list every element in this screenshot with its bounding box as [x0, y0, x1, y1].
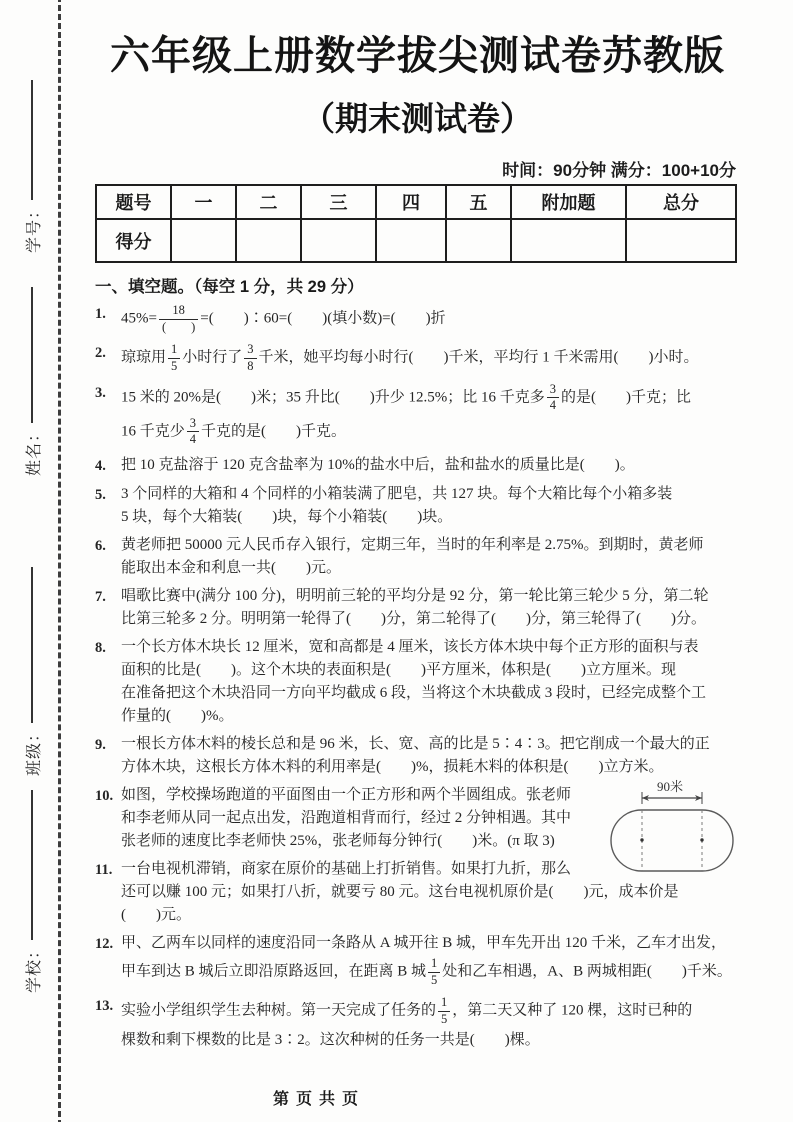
question-line: 甲、乙两车以同样的速度沿同一条路从 A 城开往 B 城，甲车先开出 120 千米，乙车才出发， [121, 935, 727, 951]
fraction: $\frac{3}{4}$ [547, 382, 559, 414]
score-cell [446, 219, 511, 262]
question-line: 45%= $\frac{18}{( )}$ =( )∶60=( )(填小数)=( )折 [121, 303, 446, 334]
question-number: 13. [95, 998, 114, 1015]
question-line: 比第三轮多 2 分。明明第一轮得了( )分，第二轮得了( )分，第三轮得了( )分。 [121, 611, 706, 627]
question-item-1 [95, 302, 740, 336]
question-line: 作量的( )%。 [121, 708, 234, 724]
question-text [121, 932, 740, 989]
class-blank-line [31, 567, 33, 723]
question-number: 2. [95, 345, 106, 362]
question-item-6 [95, 534, 740, 580]
question-line: 张老师的速度比李老师快 25%，张老师每分钟行( )米。(π 取 3) [121, 833, 555, 849]
score-table-score-row [96, 219, 736, 262]
question-text [121, 341, 740, 375]
sidebar-field-student-number [21, 77, 43, 253]
question-line: 16 千克少 $\frac{3}{4}$ 千克的是( )千克。 [121, 415, 347, 447]
question-line: 和李老师从同一起点出发，沿跑道相背而行，经过 2 分钟相遇。其中 [121, 810, 572, 826]
question-text [121, 302, 740, 336]
question-line: 黄老师把 50000 元人民币存入银行，定期三年，当时的年利率是 2.75%。到期时，黄老师 [121, 537, 704, 553]
question-line: 如图，学校操场跑道的平面图由一个正方形和两个半圆组成。张老师 [121, 787, 572, 803]
score-table-header-cell: 四 [376, 185, 446, 219]
question-line: 一个长方体木块长 12 厘米，宽和高都是 4 厘米，该长方体木块中每个正方形的面积与表 [121, 639, 699, 655]
fraction: $\frac{3}{8}$ [244, 342, 256, 374]
score-cell [301, 219, 376, 262]
page-footer: 第页共页 [272, 1091, 365, 1108]
question-line: 甲车到达 B 城后立即沿原路返回，在距离 B 城 $\frac{1}{5}$ 处和乙车相遇，A、B 两城相距( )千米。 [121, 956, 732, 987]
question-line: 还可以赚 100 元；如果打八折，就要亏 80 元。这台电视机原价是( )元，成本价是 [121, 884, 679, 900]
question-text [121, 733, 740, 779]
fraction: $\frac{3}{4}$ [187, 416, 199, 448]
question-number: 7. [95, 589, 106, 605]
score-table [95, 184, 737, 263]
score-table-header-cell: 二 [236, 185, 301, 219]
question-number: 5. [95, 487, 106, 503]
score-table-header-cell: 一 [171, 185, 236, 219]
question-number: 10. [95, 788, 114, 804]
time-score-info: 时间：90分钟 满分：100+10分 [502, 161, 736, 180]
question-line: 3 个同样的大箱和 4 个同样的小箱装满了肥皂，共 127 块。每个大箱比每个小箱多装 [121, 486, 673, 502]
question-line: 5 块，每个大箱装( )块，每个小箱装( )块。 [121, 509, 453, 525]
question-text [121, 994, 740, 1051]
fraction: $\frac{1}{5}$ [438, 995, 450, 1027]
question-line: 15 米的 20%是( )米；35 升比( )升少 12.5%；比 16 千克多 $\frac{3}{4}$ 的是( )千克；比 [121, 381, 691, 413]
question-number: 8. [95, 640, 106, 656]
question-line: 实验小学组织学生去种树。第一天完成了任务的 $\frac{1}{5}$ ，第二天又种了 120 棵，这时已种的 [121, 995, 693, 1026]
question-line: 一台电视机滞销，商家在原价的基础上打折销售。如果打九折，那么 [121, 861, 572, 877]
score-cell [511, 219, 626, 262]
question-text [121, 636, 740, 728]
question-line: 唱歌比赛中(满分 100 分)，明明前三轮的平均分是 92 分，第一轮比第三轮少 5 分，第二轮 [121, 588, 709, 604]
score-table-header-cell: 三 [301, 185, 376, 219]
question-text [121, 454, 740, 478]
questions [95, 302, 740, 1052]
question-number: 9. [95, 737, 106, 753]
name-label: 姓名： [25, 424, 43, 476]
fold-dashed-line [58, 0, 61, 1122]
track-outline [611, 810, 733, 871]
score-table-header-cell: 总分 [626, 185, 736, 219]
question-line: 棵数和剩下棵数的比是 3∶2。这次种树的任务一共是( )棵。 [121, 1031, 540, 1048]
question-item-4 [95, 454, 740, 478]
score-cell [376, 219, 446, 262]
question-number: 3. [95, 384, 106, 401]
school-label: 学校： [25, 941, 43, 993]
question-line: 把 10 克盐溶于 120 克含盐率为 10%的盐水中后，盐和盐水的质量比是( )。 [121, 457, 635, 473]
question-item-12 [95, 932, 740, 989]
question-item-9 [95, 733, 740, 779]
student-number-blank-line [31, 80, 33, 200]
question-line: 琼琼用 $\frac{1}{5}$ 小时行了 $\frac{3}{8}$ 千米，她平均每小时行( )千米，平均行 1 千米需用( )小时。 [121, 342, 699, 373]
track-width-label: 90米 [656, 779, 684, 794]
question-item-7 [95, 585, 740, 631]
question-number: 1. [95, 306, 106, 322]
score-cell [236, 219, 301, 262]
question-line: 面积的比是( )。这个木块的表面积是( )平方厘米，体积是( )立方厘米。现 [121, 662, 676, 678]
question-item-3 [95, 381, 740, 450]
sidebar-field-name [21, 284, 43, 476]
section-heading: 一、填空题。（每空 1 分，共 29 分） [95, 278, 364, 296]
sidebar-field-school [21, 787, 43, 993]
fraction: $\frac{1}{5}$ [168, 342, 180, 374]
score-table-header-row [96, 185, 736, 219]
question-item-10 [95, 779, 740, 853]
score-table-header-cell: 题号 [96, 185, 171, 219]
class-label: 班级： [25, 724, 43, 776]
question-line: 方体木块，这根长方体木料的利用率是( )%，损耗木料的体积是( )立方米。 [121, 759, 664, 775]
question-text [121, 585, 740, 631]
fraction: $\frac{1}{5}$ [428, 956, 440, 988]
question-number: 6. [95, 538, 106, 554]
score-table-body [96, 185, 736, 262]
score-table-header-cell: 附加题 [511, 185, 626, 219]
question-text [121, 483, 740, 529]
page-subtitle: （期末测试卷） [302, 100, 533, 137]
question-item-2 [95, 341, 740, 375]
question-number: 4. [95, 458, 106, 474]
question-line: 在准备把这个木块沿同一方向平均截成 6 段，当将这个木块截成 3 段时，已经完成整个工 [121, 685, 707, 701]
question-line: ( )元。 [121, 907, 191, 923]
question-text [121, 534, 740, 580]
question-line: 能取出本金和利息一共( )元。 [121, 560, 341, 576]
school-blank-line [31, 790, 33, 940]
score-cell [171, 219, 236, 262]
name-blank-line [31, 287, 33, 423]
score-row-label: 得分 [96, 219, 171, 262]
student-number-label: 学号： [25, 201, 43, 253]
score-cell [626, 219, 736, 262]
track-diagram [608, 778, 736, 882]
question-item-5 [95, 483, 740, 529]
question-number: 12. [95, 936, 114, 952]
question-item-13 [95, 994, 740, 1051]
sidebar-field-class [21, 564, 43, 776]
fraction: $\frac{18}{( )}$ [159, 303, 198, 335]
question-line: 一根长方体木料的棱长总和是 96 米，长、宽、高的比是 5∶4∶3。把它削成一个最大的正 [121, 736, 710, 752]
question-number: 11. [95, 862, 113, 878]
question-text [121, 381, 740, 450]
page-title: 六年级上册数学拔尖测试卷苏教版 [110, 34, 725, 78]
main-content [95, 0, 740, 1052]
question-item-8 [95, 636, 740, 728]
score-table-header-cell: 五 [446, 185, 511, 219]
